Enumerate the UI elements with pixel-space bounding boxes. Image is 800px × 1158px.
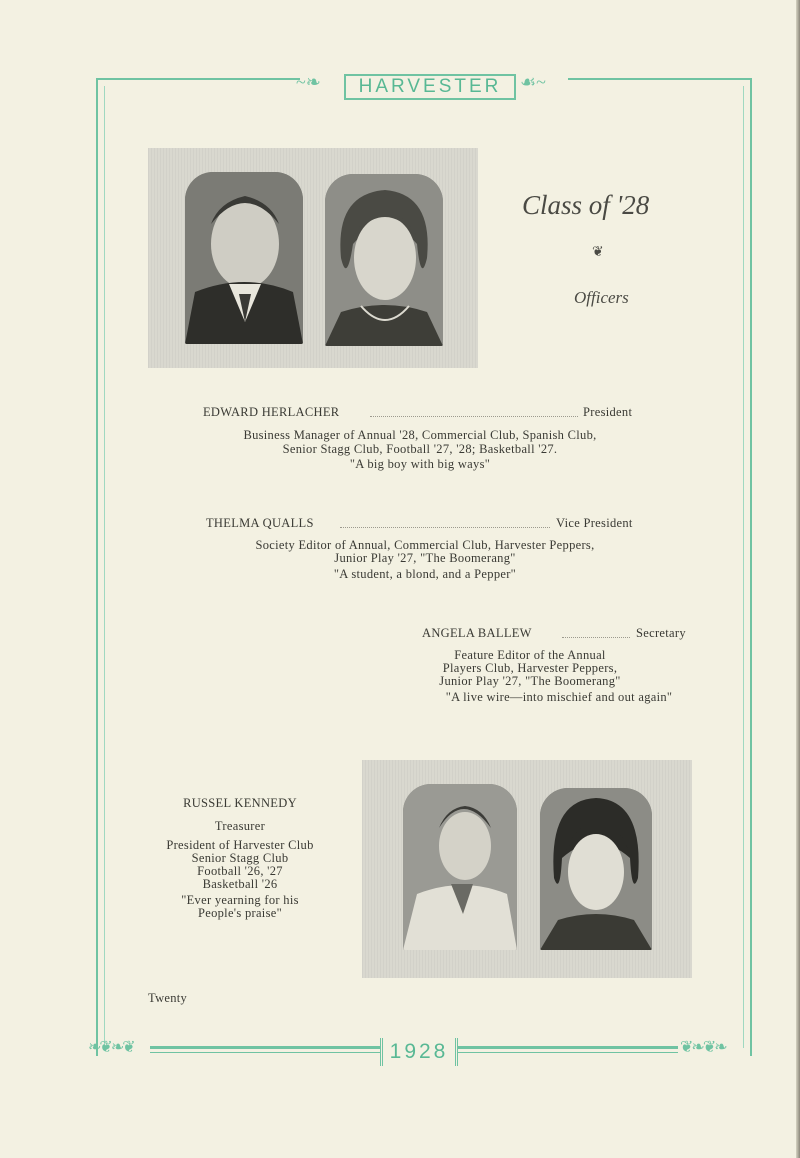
header-flourish-icon: ~❧ [296,72,321,92]
portrait-angela-ballew [540,788,652,950]
officer-name: EDWARD HERLACHER [203,405,340,419]
officer-activity-line: Society Editor of Annual, Commercial Club, Harvester Peppers, [255,538,595,552]
officer-activity-line: Players Club, Harvester Peppers, [442,661,618,675]
officer-name: ANGELA BALLEW [422,626,532,640]
officer-activity-line: Feature Editor of the Annual [454,648,606,662]
officer-photo-panel-bottom [362,760,692,978]
portrait-edward-herlacher [185,172,303,344]
officer-quote: "Ever yearning for his [181,893,299,907]
officer-activity-line: Basketball '26 [202,877,278,891]
footer-ornament-icon: ❦❧❦❧ [680,1039,726,1056]
leaf-ornament-icon: ❦ [592,245,604,260]
page-edge [796,0,800,1158]
header-flourish-icon: ☙~ [520,72,546,92]
footer-rule-right [458,1046,678,1049]
dotted-leader [562,637,630,638]
officer-quote: "A student, a blond, and a Pepper" [333,567,517,581]
officer-quote: "A live wire—into mischief and out again" [445,690,673,704]
page-number: Twenty [148,991,188,1005]
portrait-thelma-qualls [325,174,443,346]
officer-activity-line: Junior Play '27, "The Boomerang" [334,551,516,565]
officer-activity-line: President of Harvester Club [166,838,314,852]
officer-name: THELMA QUALLS [206,516,314,530]
dotted-leader [370,416,578,417]
footer-rule-right-thin [458,1052,678,1053]
header-title: HARVESTER [344,74,516,100]
officer-activity-line: Business Manager of Annual '28, Commercial Club, Spanish Club, [243,428,597,442]
officer-office: Vice President [556,516,633,530]
footer-ornament-icon: ❧❦❧❦ [88,1039,134,1056]
officer-activity-line: Senior Stagg Club, Football '27, '28; Basketball '27. [282,442,558,456]
officer-office: Treasurer [214,819,266,833]
officer-quote: "A big boy with big ways" [349,457,491,471]
portrait-russel-kennedy [403,784,517,950]
officer-activity-line: Football '26, '27 [197,864,283,878]
footer-rule-left-thin [150,1052,380,1053]
officer-photo-panel-top [148,148,478,368]
officer-quote: People's praise" [197,906,282,920]
officer-office: President [583,405,633,419]
footer-year: 1928 [380,1038,458,1066]
officer-name: RUSSEL KENNEDY [183,796,297,810]
dotted-leader [340,527,550,528]
officer-office: Secretary [636,626,686,640]
officer-activity-line: Junior Play '27, "The Boomerang" [439,674,621,688]
class-title: Class of '28 [522,190,650,220]
footer-rule-left [150,1046,380,1049]
officer-activity-line: Senior Stagg Club [191,851,289,865]
section-subtitle: Officers [574,288,629,307]
